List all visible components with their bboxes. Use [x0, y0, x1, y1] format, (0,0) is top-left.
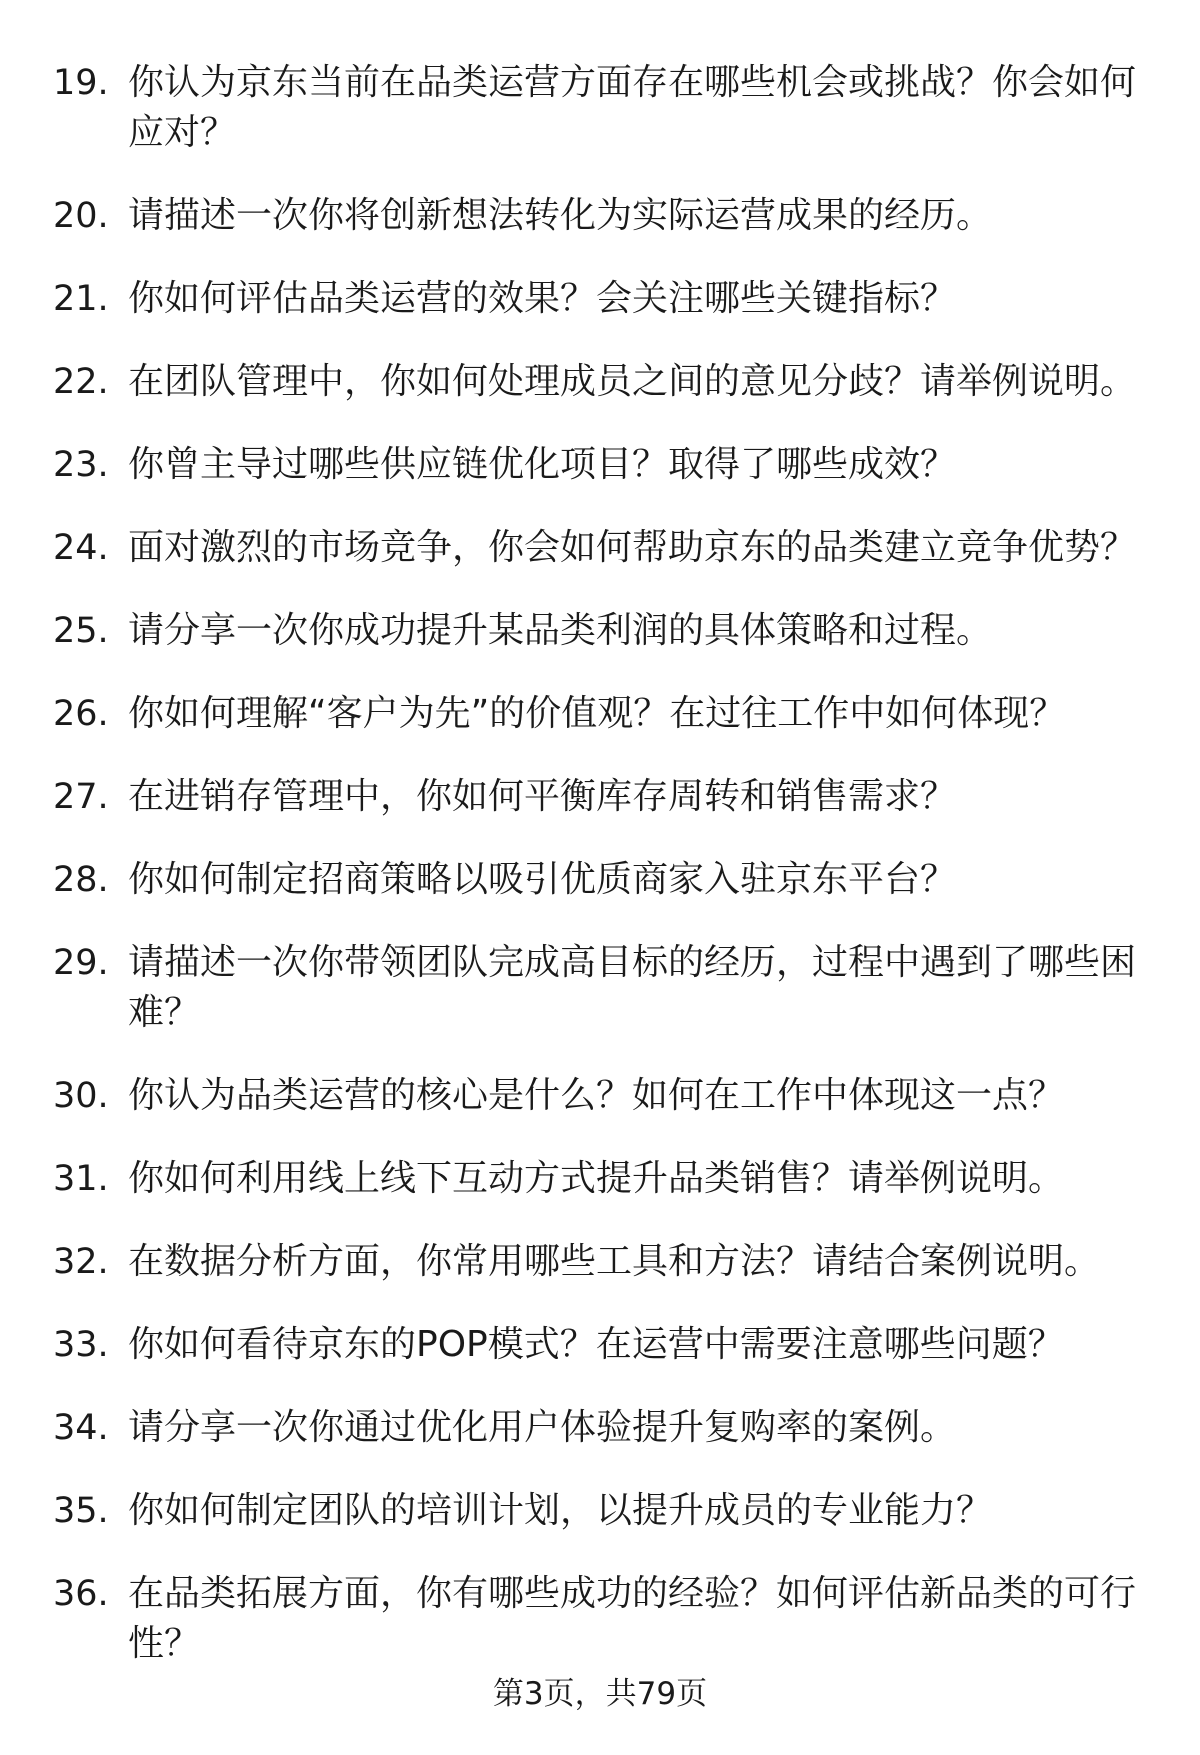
question-item — [0, 440, 1200, 490]
question-text: 请描述一次你带领团队完成高目标的经历，过程中遇到了哪些困难？ — [128, 942, 1137, 1033]
question-text: 你如何看待京东的POP模式？在运营中需要注意哪些问题？ — [128, 1324, 1064, 1365]
question-item — [0, 1403, 1200, 1453]
question-number: 25. — [53, 611, 109, 651]
question-item — [0, 523, 1200, 573]
question-item — [0, 938, 1200, 1038]
question-item — [0, 855, 1200, 905]
question-number: 27. — [53, 777, 109, 817]
question-number: 36. — [53, 1574, 109, 1614]
question-text: 你如何制定团队的培训计划，以提升成员的专业能力？ — [128, 1490, 993, 1531]
question-number: 33. — [53, 1325, 109, 1365]
question-text: 你如何利用线上线下互动方式提升品类销售？请举例说明。 — [128, 1158, 1065, 1199]
question-number: 28. — [53, 860, 109, 900]
question-item — [0, 689, 1200, 739]
question-item — [0, 58, 1200, 158]
question-text: 请分享一次你成功提升某品类利润的具体策略和过程。 — [128, 610, 993, 651]
question-number: 31. — [53, 1159, 109, 1199]
question-number: 30. — [53, 1076, 109, 1116]
question-number: 20. — [53, 196, 109, 236]
question-item — [0, 1154, 1200, 1204]
question-text: 你认为品类运营的核心是什么？如何在工作中体现这一点？ — [128, 1075, 1065, 1116]
question-number: 24. — [53, 528, 109, 568]
question-item — [0, 1486, 1200, 1536]
question-item — [0, 191, 1200, 241]
question-text: 你曾主导过哪些供应链优化项目？取得了哪些成效？ — [128, 444, 957, 485]
question-text: 你如何评估品类运营的效果？会关注哪些关键指标？ — [128, 278, 957, 319]
question-text: 请描述一次你将创新想法转化为实际运营成果的经历。 — [128, 195, 993, 236]
question-item — [0, 1569, 1200, 1669]
question-text: 你如何理解“客户为先”的价值观？在过往工作中如何体现？ — [128, 693, 1066, 734]
question-text: 你如何制定招商策略以吸引优质商家入驻京东平台？ — [128, 859, 957, 900]
question-text: 你认为京东当前在品类运营方面存在哪些机会或挑战？你会如何应对？ — [128, 62, 1137, 153]
question-number: 22. — [53, 362, 109, 402]
question-item — [0, 606, 1200, 656]
question-item — [0, 274, 1200, 324]
question-number: 19. — [53, 63, 109, 103]
question-text: 在进销存管理中，你如何平衡库存周转和销售需求？ — [128, 776, 957, 817]
question-item — [0, 1071, 1200, 1121]
question-text: 请分享一次你通过优化用户体验提升复购率的案例。 — [128, 1407, 957, 1448]
question-number: 35. — [53, 1491, 109, 1531]
question-text: 面对激烈的市场竞争，你会如何帮助京东的品类建立竞争优势？ — [128, 527, 1137, 568]
question-item — [0, 1237, 1200, 1287]
question-item — [0, 772, 1200, 822]
question-text: 在数据分析方面，你常用哪些工具和方法？请结合案例说明。 — [128, 1241, 1101, 1282]
question-list — [0, 58, 1200, 1702]
question-text: 在品类拓展方面，你有哪些成功的经验？如何评估新品类的可行性？ — [128, 1573, 1137, 1664]
question-number: 32. — [53, 1242, 109, 1282]
question-number: 21. — [53, 279, 109, 319]
question-text: 在团队管理中，你如何处理成员之间的意见分歧？请举例说明。 — [128, 361, 1137, 402]
question-number: 29. — [53, 943, 109, 983]
question-number: 34. — [53, 1408, 109, 1448]
question-item — [0, 357, 1200, 407]
question-number: 23. — [53, 445, 109, 485]
page-number: 第3页，共79页 — [492, 1676, 708, 1712]
question-number: 26. — [53, 694, 109, 734]
question-item — [0, 1320, 1200, 1370]
